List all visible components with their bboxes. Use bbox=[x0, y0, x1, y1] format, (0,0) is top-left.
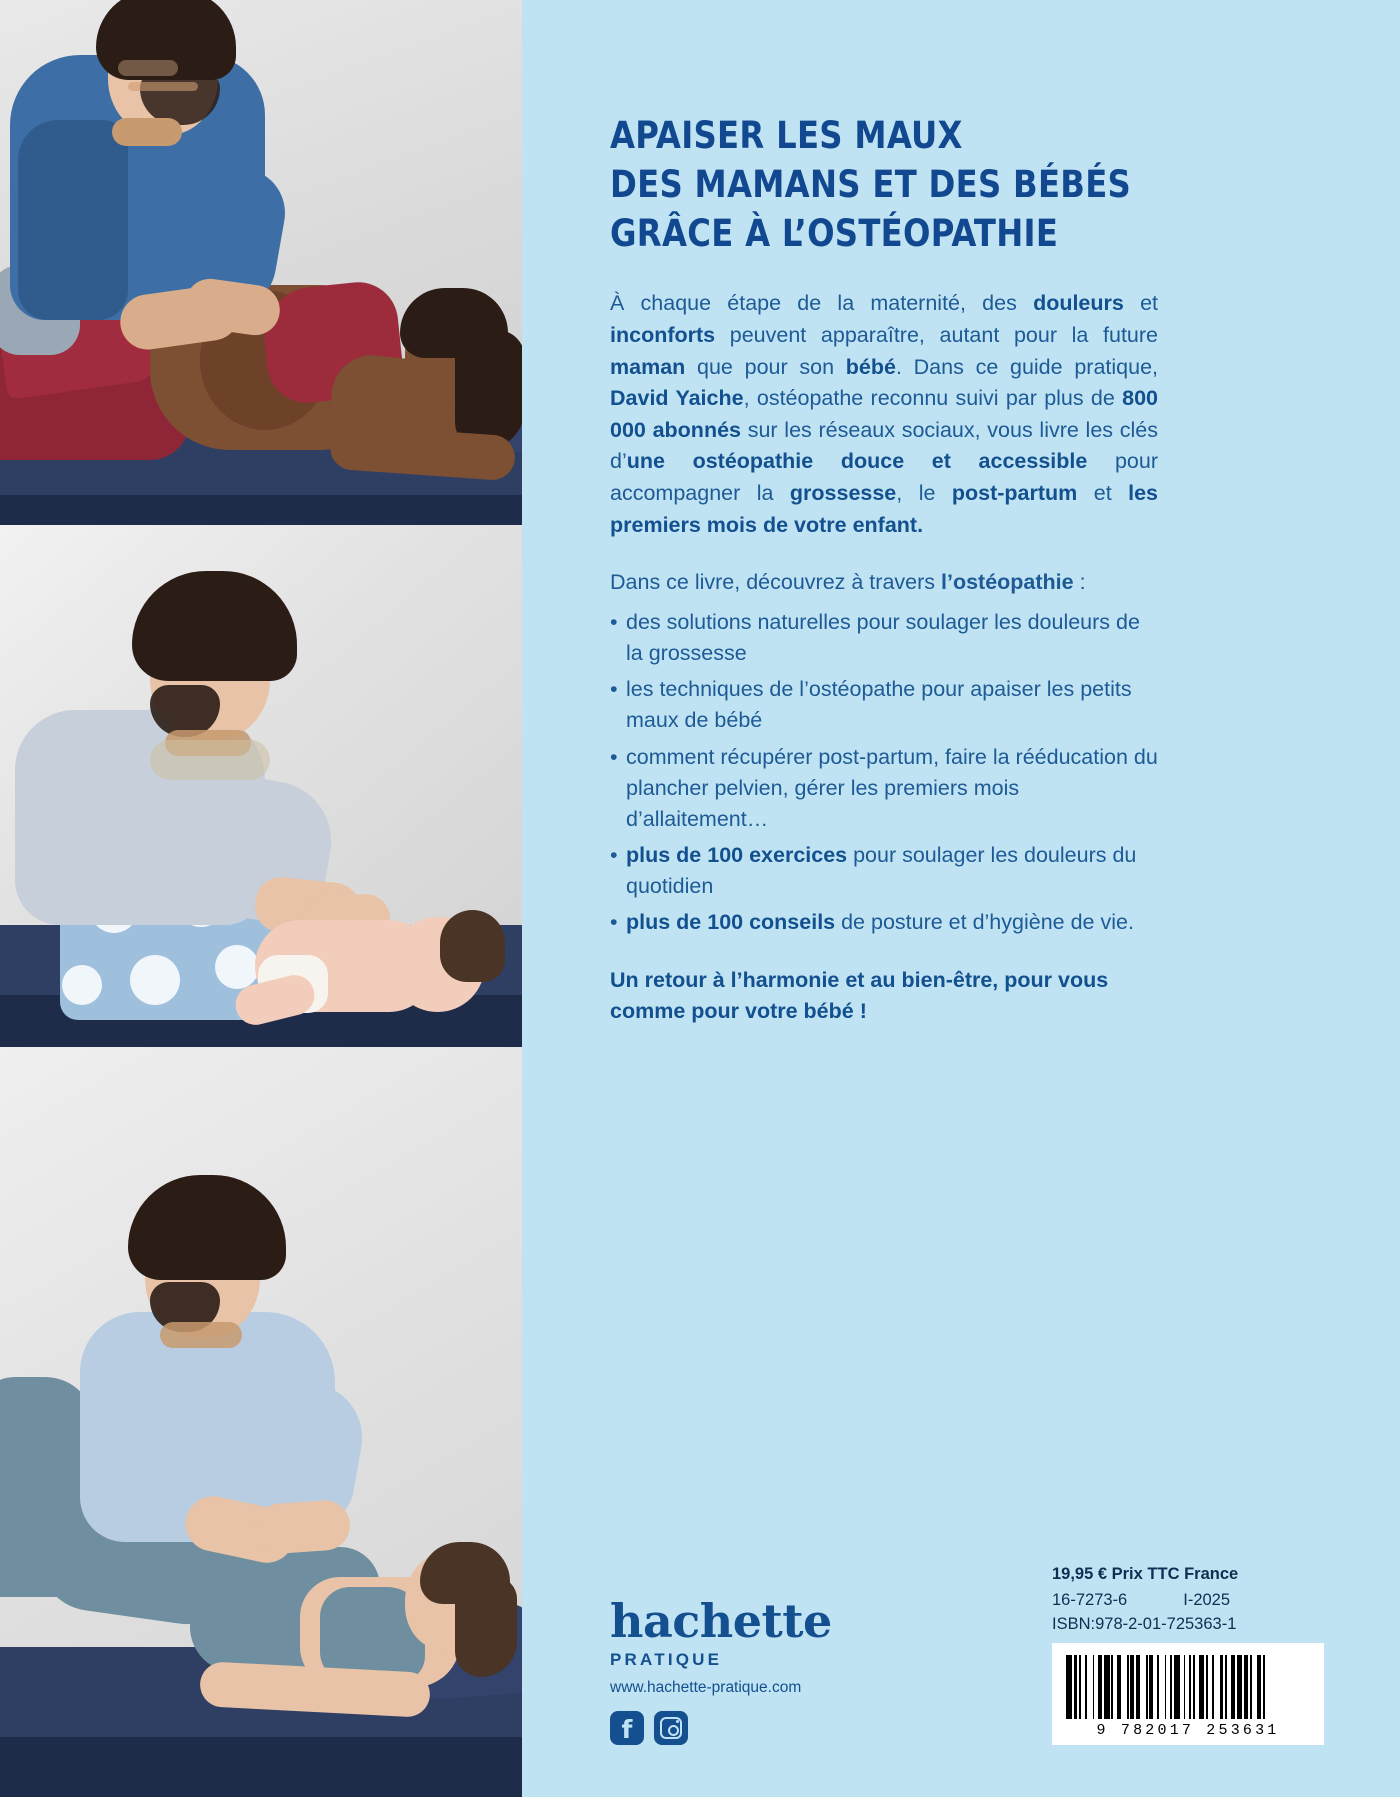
list-item: • les techniques de l’ostéopathe pour apaiser les petits maux de bébé bbox=[610, 674, 1158, 736]
photo-column bbox=[0, 0, 522, 1797]
cover-footer bbox=[610, 1565, 1352, 1745]
list-intro: Dans ce livre, découvrez à travers l’ostéopathie : bbox=[610, 570, 1086, 595]
hachette-logo: hachette bbox=[610, 1594, 832, 1648]
imprint-label: PRATIQUE bbox=[610, 1650, 723, 1669]
page-title bbox=[610, 112, 1316, 258]
facebook-icon[interactable] bbox=[610, 1711, 644, 1745]
code-row bbox=[1052, 1591, 1352, 1610]
facebook-glyph: f bbox=[621, 1714, 633, 1744]
barcode-bars bbox=[1066, 1655, 1310, 1719]
list-item: • comment récupérer post-partum, faire la rééducation du plancher pelvien, gérer les premiers mois d’allaitement… bbox=[610, 742, 1158, 836]
price-label: 19,95 € Prix TTC France bbox=[1052, 1565, 1239, 1583]
list-item: • plus de 100 conseils de posture et d’hygiène de vie. bbox=[610, 907, 1158, 938]
publisher-website[interactable]: www.hachette-pratique.com bbox=[610, 1679, 802, 1696]
headline-line-2: DES MAMANS ET DES BÉBÉS bbox=[610, 162, 1132, 206]
photo-pregnant-side-lying bbox=[0, 0, 522, 525]
barcode-digits: 9 782017 253631 bbox=[1096, 1722, 1280, 1739]
commerce-block bbox=[1052, 1565, 1352, 1745]
headline-line-3: GRÂCE À L’OSTÉOPATHIE bbox=[610, 211, 1059, 255]
instagram-icon[interactable] bbox=[654, 1711, 688, 1745]
photo-pregnant-lying bbox=[0, 1047, 522, 1797]
blurb-paragraph: À chaque étape de la maternité, des douleurs et inconforts peuvent apparaître, autant pour la future maman que pour son bébé. Dans ce guide pratique, David Yaiche, ostéopathe reconnu suivi par plus de 800 000 abonnés sur les réseaux sociaux, vous livre les clés d’une ostéopathie douce et accessible pour accompagner la grossesse, le post-partum et les premiers mois de votre enfant. bbox=[610, 291, 1159, 537]
feature-list bbox=[610, 607, 1158, 939]
social-links bbox=[610, 1711, 832, 1745]
product-code: 16-7273-6 bbox=[1052, 1591, 1128, 1609]
barcode bbox=[1052, 1643, 1324, 1745]
list-item: • des solutions naturelles pour soulager les douleurs de la grossesse bbox=[610, 607, 1158, 669]
edition-code: I-2025 bbox=[1183, 1591, 1231, 1609]
headline-line-1: APAISER LES MAUX bbox=[610, 114, 963, 157]
cover-text-panel bbox=[522, 0, 1400, 1797]
photo-baby-treatment bbox=[0, 525, 522, 1047]
instagram-glyph bbox=[660, 1717, 682, 1739]
isbn-label: ISBN:978-2-01-725363-1 bbox=[1052, 1615, 1237, 1633]
publisher-block bbox=[610, 1594, 832, 1745]
closing-statement: Un retour à l’harmonie et au bien-être, pour vous comme pour votre bébé ! bbox=[610, 967, 1109, 1023]
list-item: • plus de 100 exercices pour soulager les douleurs du quotidien bbox=[610, 840, 1158, 902]
